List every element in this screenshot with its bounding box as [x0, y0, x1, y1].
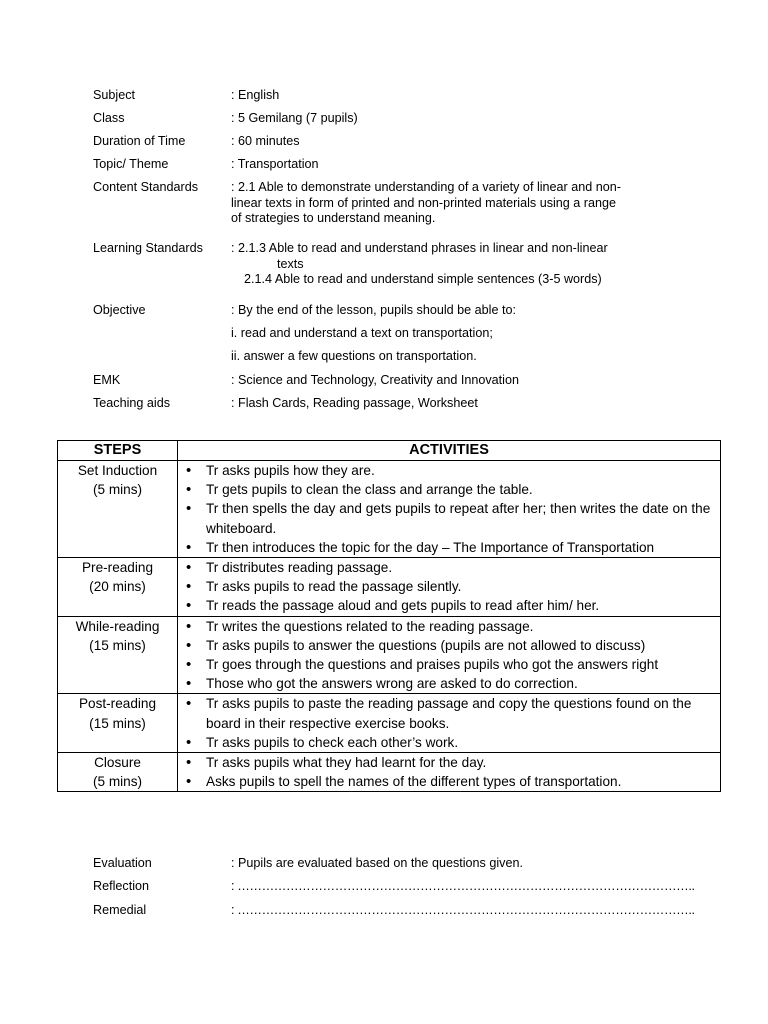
field-value: : 5 Gemilang (7 pupils) [231, 111, 358, 125]
step-name: Closure [94, 755, 141, 771]
field-label: Evaluation [93, 856, 152, 870]
field-label: Duration of Time [93, 134, 186, 148]
activity-item: • Tr reads the passage aloud and gets pupils to read after him/ her. [178, 596, 716, 615]
field-value: texts [277, 256, 304, 271]
activity-item: • Tr asks pupils to read the passage silently. [178, 577, 716, 596]
activity-item: • Tr then spells the day and gets pupils to repeat after her; then writes the date on the whiteboard. [178, 499, 716, 537]
field-label: Teaching aids [93, 396, 171, 410]
field-label: Topic/ Theme [93, 157, 169, 171]
column-header-activities: ACTIVITIES [178, 441, 721, 461]
field-value: : Science and Technology, Creativity and Innovation [231, 373, 519, 387]
step-duration: (5 mins) [92, 482, 143, 498]
activity-item: • Tr asks pupils what they had learnt for the day. [178, 753, 716, 772]
table-row [58, 461, 721, 558]
field-value: : 2.1.3 Able to read and understand phrases in linear and non-linear [231, 241, 608, 255]
column-header-steps: STEPS [58, 441, 178, 461]
step-cell [58, 461, 178, 558]
activity-item: • Tr asks pupils to check each other’s work. [178, 733, 716, 752]
step-cell [58, 753, 178, 792]
table-row [58, 558, 721, 617]
activity-item: • Tr goes through the questions and praises pupils who got the answers right [178, 655, 716, 674]
field-label: Subject [93, 88, 136, 102]
step-cell [58, 616, 178, 694]
step-duration: (15 mins) [89, 715, 146, 731]
field-value: i. read and understand a text on transportation; [231, 326, 493, 340]
activity-item: • Tr asks pupils to paste the reading passage and copy the questions found on the board in their respective exercise books. [178, 694, 716, 732]
step-name: Post-reading [78, 696, 157, 712]
step-name: Pre-reading [81, 560, 154, 576]
field-label: Content Standards [93, 180, 199, 194]
activity-item: • Tr writes the questions related to the reading passage. [178, 617, 716, 636]
field-label: Learning Standards [93, 241, 203, 255]
field-value: : ………………………………………………………………………………………………….. [231, 903, 695, 917]
step-cell [58, 694, 178, 753]
step-duration: (20 mins) [89, 579, 146, 595]
field-value: linear texts in form of printed and non-printed materials using a range [231, 195, 617, 210]
field-value: : By the end of the lesson, pupils should be able to: [231, 303, 516, 317]
field-label: Objective [93, 303, 146, 317]
lesson-plan-table [57, 440, 721, 792]
activity-item: • Those who got the answers wrong are asked to do correction. [178, 674, 716, 693]
field-value: of strategies to understand meaning. [231, 211, 436, 225]
activity-item: • Tr gets pupils to clean the class and arrange the table. [178, 480, 716, 499]
field-value: : 2.1 Able to demonstrate understanding of a variety of linear and non- [231, 180, 621, 194]
table-header-row [58, 441, 721, 461]
field-label: Remedial [93, 903, 147, 917]
step-name: While-reading [75, 618, 160, 634]
activities-cell [178, 753, 721, 792]
field-label: Class [93, 111, 125, 125]
field-label: EMK [93, 373, 121, 387]
step-duration: (15 mins) [89, 637, 146, 653]
field-value: : Transportation [231, 157, 319, 171]
field-value: : Flash Cards, Reading passage, Worksheet [231, 396, 478, 410]
table-row [58, 694, 721, 753]
field-value: : 60 minutes [231, 134, 300, 148]
field-label: Reflection [93, 879, 150, 893]
step-cell [58, 558, 178, 617]
step-name: Set Induction [77, 463, 158, 478]
field-value: : English [231, 88, 280, 102]
activities-cell [178, 461, 721, 558]
field-value: ii. answer a few questions on transportation. [231, 349, 477, 363]
field-value: : Pupils are evaluated based on the questions given. [231, 856, 523, 870]
activity-item: • Tr distributes reading passage. [178, 558, 716, 577]
activity-item: • Asks pupils to spell the names of the different types of transportation. [178, 772, 716, 791]
table-row [58, 753, 721, 792]
field-value: 2.1.4 Able to read and understand simple sentences (3-5 words) [244, 272, 602, 286]
activities-cell [178, 694, 721, 753]
activity-item: • Tr then introduces the topic for the day – The Importance of Transportation [178, 538, 716, 557]
activity-item: • Tr asks pupils how they are. [178, 461, 716, 480]
activities-cell [178, 558, 721, 617]
table-row [58, 616, 721, 694]
step-duration: (5 mins) [92, 774, 143, 790]
activities-cell [178, 616, 721, 694]
activity-item: • Tr asks pupils to answer the questions (pupils are not allowed to discuss) [178, 636, 716, 655]
field-value: : ………………………………………………………………………………………………….. [231, 879, 695, 893]
